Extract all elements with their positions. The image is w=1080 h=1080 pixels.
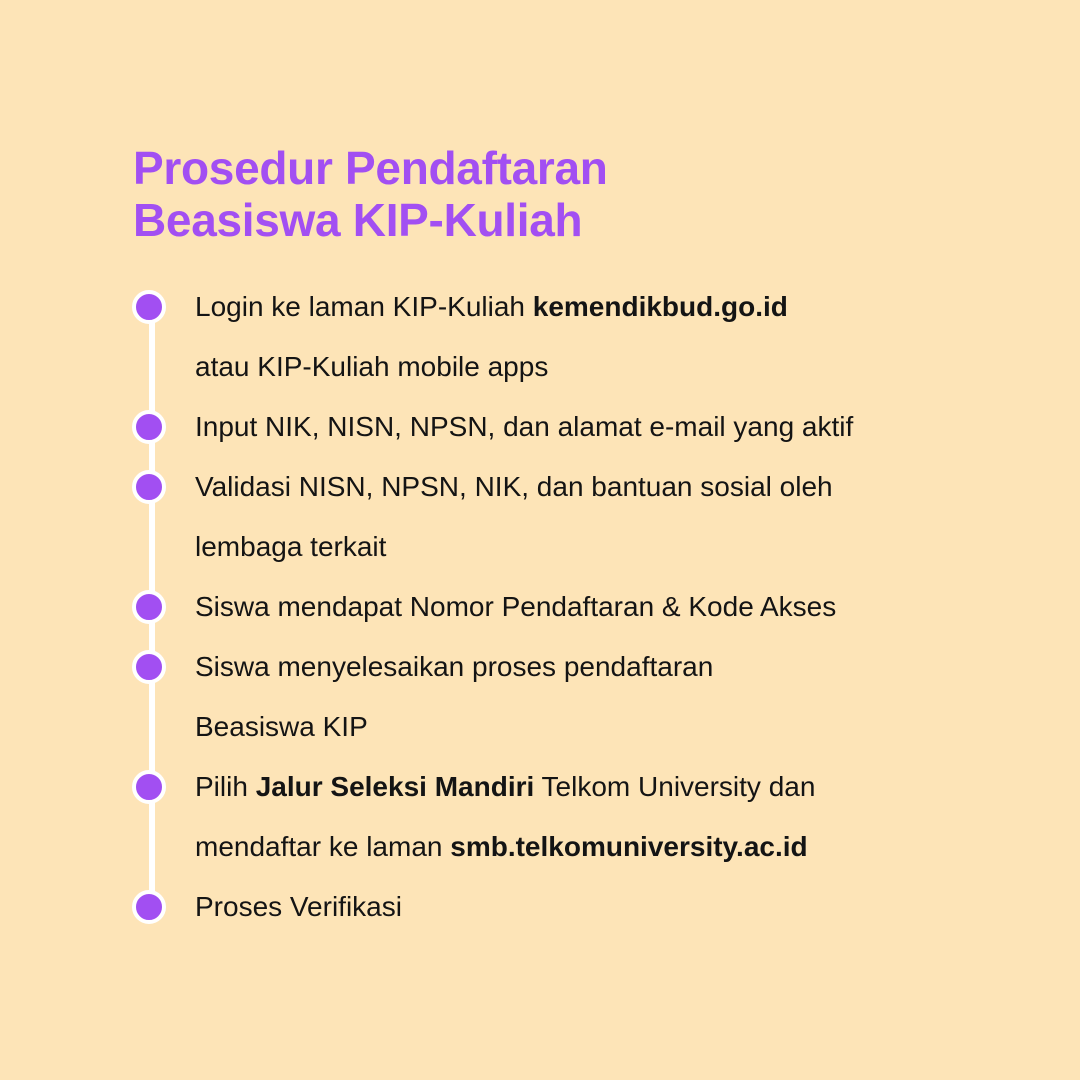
step-item (195, 457, 833, 577)
step-line (195, 757, 815, 817)
step-bullet-icon (132, 290, 166, 324)
step-link-text: smb.telkomuniversity.ac.id (450, 831, 808, 862)
step-text: Pilih (195, 771, 256, 802)
step-line: Siswa mendapat Nomor Pendaftaran & Kode Akses (195, 591, 837, 622)
step-item (195, 757, 815, 877)
step-item (195, 577, 836, 637)
step-bullet-icon (132, 890, 166, 924)
step-bullet-icon (132, 650, 166, 684)
step-link-text: kemendikbud.go.id (532, 291, 788, 322)
step-item (195, 397, 853, 457)
title-line-2: Beasiswa KIP-Kuliah (133, 194, 583, 246)
step-text: Telkom University dan (534, 771, 816, 802)
step-line: Validasi NISN, NPSN, NIK, dan bantuan sosial oleh (195, 471, 833, 502)
step-line: Proses Verifikasi (195, 891, 402, 922)
step-bullet-icon (132, 590, 166, 624)
step-text: Login ke laman KIP-Kuliah (195, 291, 533, 322)
step-bullet-icon (132, 410, 166, 444)
step-bullet-icon (132, 770, 166, 804)
step-item (195, 277, 788, 397)
step-bullet-icon (132, 470, 166, 504)
step-item (195, 637, 713, 757)
step-line (195, 817, 815, 877)
step-item (195, 877, 402, 937)
step-line (195, 277, 788, 337)
step-line: atau KIP-Kuliah mobile apps (195, 351, 549, 382)
step-line: Siswa menyelesaikan proses pendaftaran (195, 651, 714, 682)
step-line: Input NIK, NISN, NPSN, dan alamat e-mail yang aktif (195, 411, 854, 442)
step-line: Beasiswa KIP (195, 711, 368, 742)
step-line: lembaga terkait (195, 531, 387, 562)
step-text: mendaftar ke laman (195, 831, 451, 862)
step-emphasis-text: Jalur Seleksi Mandiri (255, 771, 535, 802)
title-line-1: Prosedur Pendaftaran (133, 142, 608, 194)
